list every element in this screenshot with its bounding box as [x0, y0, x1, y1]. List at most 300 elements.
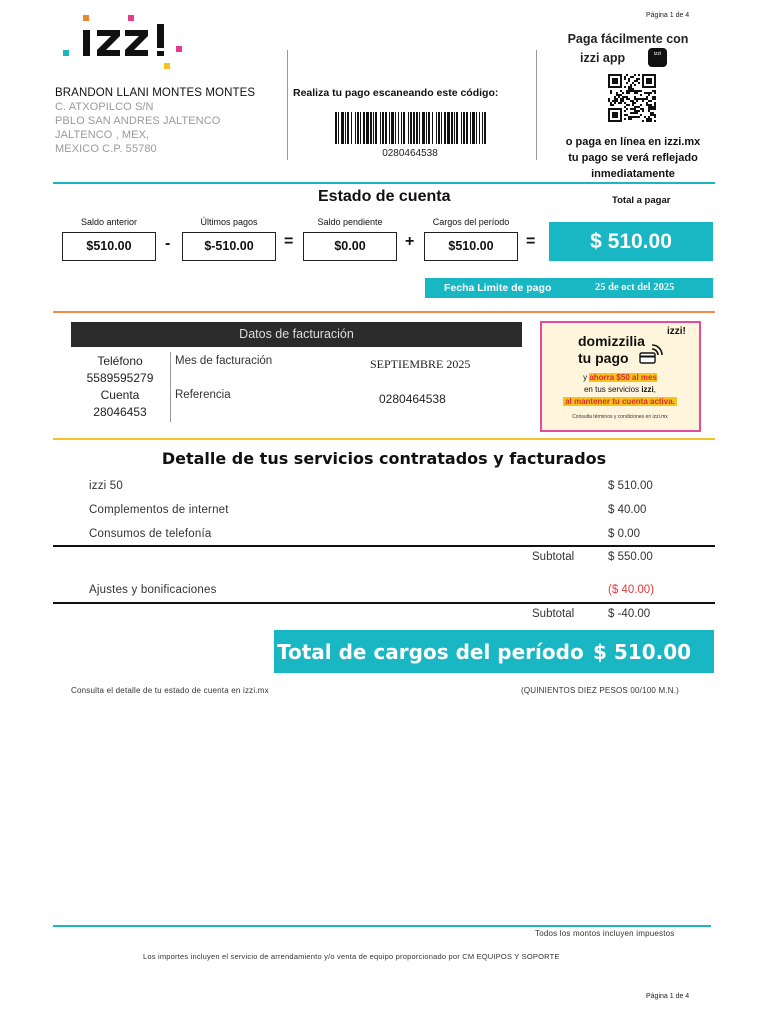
qr-module	[652, 90, 654, 92]
cuenta-value: 28046453	[93, 405, 147, 419]
qr-module	[634, 112, 636, 114]
qr-module	[630, 76, 632, 78]
qr-module	[650, 114, 652, 116]
qr-module	[640, 108, 642, 110]
ultimos-pagos-label: Últimos pagos	[200, 217, 258, 227]
qr-module	[622, 92, 624, 94]
cuenta-label: Cuenta	[100, 388, 140, 402]
service-row-amount-2: $ 40.00	[608, 504, 647, 516]
barcode-bar	[398, 112, 399, 144]
barcode-bar	[463, 112, 465, 144]
qr-module	[630, 90, 632, 92]
qr-module	[642, 98, 644, 100]
taxes-note: Todos los montos incluyen impuestos	[535, 929, 675, 938]
qr-module	[634, 92, 636, 94]
header-divider-left	[287, 50, 288, 160]
qr-module	[652, 114, 654, 116]
app-icon-text: izzi	[653, 51, 662, 57]
orange-rule	[53, 311, 715, 313]
barcode-bar	[428, 112, 430, 144]
promo-title-line1: domizzilia	[578, 333, 645, 349]
qr-module	[652, 96, 654, 98]
barcode-bar	[472, 112, 475, 144]
qr-module	[638, 110, 640, 112]
qr-module	[612, 104, 614, 106]
qr-module	[608, 98, 610, 100]
subtotal-label-1: Subtotal	[532, 551, 575, 563]
barcode-bar	[416, 112, 418, 144]
adjustments-label: Ajustes y bonificaciones	[89, 584, 217, 596]
promo-fine-print: Consulta términos y condiciones en izzi.mx	[572, 414, 668, 420]
service-row-amount-3: $ 0.00	[608, 528, 640, 540]
qr-module	[620, 98, 622, 100]
promo-savings-highlight: ahorra $50 al mes	[589, 373, 657, 382]
page-number-top: Página 1 de 4	[646, 12, 690, 19]
barcode-bar	[456, 112, 458, 144]
service-row-label-1: izzi 50	[89, 480, 123, 492]
referencia-label: Referencia	[175, 389, 231, 401]
qr-module	[650, 104, 652, 106]
plus-operator: +	[405, 233, 415, 250]
barcode-bar	[461, 112, 462, 144]
service-row-label-3: Consumos de telefonía	[89, 528, 212, 540]
barcode-bar	[408, 112, 409, 144]
qr-code	[608, 74, 656, 122]
service-row-label-2: Complementos de internet	[89, 504, 229, 516]
minus-operator: -	[165, 235, 171, 252]
qr-module	[642, 110, 644, 112]
qr-module	[632, 104, 634, 106]
period-total-bar	[274, 630, 714, 673]
qr-module	[628, 116, 630, 118]
qr-module	[620, 94, 622, 96]
qr-module	[646, 104, 648, 106]
barcode-bar	[482, 112, 483, 144]
promo-active-account-highlight: al mantener tu cuenta activa.	[565, 397, 675, 406]
qr-module	[654, 96, 656, 98]
qr-module	[634, 106, 636, 108]
qr-module	[626, 114, 628, 116]
cargos-periodo-label: Cargos del período	[432, 217, 510, 227]
qr-module	[616, 94, 618, 96]
barcode-bar	[438, 112, 440, 144]
qr-module	[650, 92, 652, 94]
promo-line-2c: ,	[653, 385, 657, 394]
qr-module	[650, 120, 652, 122]
barcode-bar	[479, 112, 480, 144]
billing-divider	[170, 352, 171, 422]
equals-operator-1: =	[284, 233, 294, 250]
qr-module	[636, 112, 638, 114]
saldo-anterior-label: Saldo anterior	[80, 217, 138, 227]
scan-instruction: Realiza tu pago escaneando este código:	[293, 87, 499, 99]
qr-module	[654, 116, 656, 118]
barcode-bar	[419, 112, 420, 144]
qr-module	[614, 96, 616, 98]
qr-module	[612, 100, 614, 102]
qr-module	[642, 108, 644, 110]
qr-module	[646, 120, 648, 122]
barcode-bar	[401, 112, 402, 144]
qr-module	[636, 80, 638, 82]
qr-module	[650, 106, 652, 108]
qr-module	[638, 90, 640, 92]
qr-module	[630, 84, 632, 86]
barcode-bar	[466, 112, 468, 144]
qr-module	[628, 92, 630, 94]
qr-module	[648, 94, 650, 96]
promo-line-1	[542, 373, 698, 382]
qr-module	[618, 96, 620, 98]
online-line-2: tu pago se verá reflejado	[568, 152, 698, 164]
qr-module	[626, 92, 628, 94]
qr-module	[654, 92, 656, 94]
qr-module	[632, 112, 634, 114]
barcode-bar	[357, 112, 359, 144]
qr-module	[646, 92, 648, 94]
saldo-pendiente-box: $0.00	[303, 232, 397, 261]
qr-module	[624, 78, 626, 80]
qr-module	[620, 102, 622, 104]
barcode-bar	[355, 112, 356, 144]
qr-module	[626, 82, 628, 84]
payment-barcode	[335, 112, 485, 144]
address-line-4: MEXICO C.P. 55780	[55, 143, 157, 155]
qr-module	[654, 98, 656, 100]
yellow-rule	[53, 438, 715, 440]
qr-module	[646, 102, 648, 104]
promo-line-2a: en tus servicios	[583, 385, 642, 394]
barcode-bar	[413, 112, 415, 144]
consult-detail-note: Consulta el detalle de tu estado de cuenta en izzi.mx	[71, 686, 269, 695]
barcode-bar	[447, 112, 450, 144]
qr-module	[652, 108, 654, 110]
ultimos-pagos-box: $-510.00	[182, 232, 276, 261]
qr-module	[636, 98, 638, 100]
qr-module	[648, 120, 650, 122]
qr-module	[634, 96, 636, 98]
qr-module	[634, 74, 636, 76]
qr-module	[624, 110, 626, 112]
qr-module	[622, 100, 624, 102]
barcode-bar	[470, 112, 471, 144]
qr-module	[638, 106, 640, 108]
qr-module	[634, 102, 636, 104]
qr-module	[654, 108, 656, 110]
barcode-bar	[370, 112, 372, 144]
qr-module	[628, 88, 630, 90]
amount-in-words: (QUINIENTOS DIEZ PESOS 00/100 M.N.)	[521, 686, 679, 695]
qr-module	[632, 108, 634, 110]
qr-module	[654, 104, 656, 106]
qr-module	[646, 78, 652, 84]
barcode-bar	[451, 112, 453, 144]
qr-module	[654, 90, 656, 92]
qr-module	[640, 104, 642, 106]
adjustments-value: ($ 40.00)	[608, 584, 655, 596]
qr-module	[630, 116, 632, 118]
qr-module	[622, 96, 624, 98]
due-date-value: 25 de oct del 2025	[595, 282, 675, 293]
izzi-logo	[62, 14, 192, 70]
qr-module	[644, 92, 646, 94]
qr-module	[648, 106, 650, 108]
period-total-label: Total de cargos del período	[277, 640, 584, 664]
barcode-bar	[345, 112, 346, 144]
qr-module	[648, 118, 650, 120]
barcode-bar	[351, 112, 352, 144]
qr-module	[624, 102, 626, 104]
qr-module	[632, 100, 634, 102]
teal-rule-top	[53, 182, 715, 184]
qr-module	[616, 100, 618, 102]
qr-module	[624, 86, 626, 88]
qr-module	[632, 82, 634, 84]
qr-module	[628, 86, 630, 88]
barcode-number: 0280464538	[382, 148, 438, 159]
qr-module	[640, 94, 642, 96]
qr-module	[650, 108, 652, 110]
qr-module	[652, 112, 654, 114]
cargos-periodo-box: $510.00	[424, 232, 518, 261]
qr-module	[644, 116, 646, 118]
qr-module	[634, 84, 636, 86]
qr-module	[650, 100, 652, 102]
qr-module	[626, 96, 628, 98]
billing-data-header: Datos de facturación	[71, 322, 522, 347]
qr-module	[610, 104, 612, 106]
qr-module	[630, 108, 632, 110]
qr-module	[654, 114, 656, 116]
qr-module	[632, 90, 634, 92]
qr-module	[636, 116, 638, 118]
barcode-bar	[395, 112, 396, 144]
barcode-bar	[375, 112, 377, 144]
qr-module	[616, 92, 618, 94]
qr-module	[610, 102, 612, 104]
qr-module	[648, 116, 650, 118]
qr-module	[608, 100, 610, 102]
total-to-pay-box: $ 510.00	[549, 222, 713, 261]
qr-module	[628, 98, 630, 100]
barcode-bar	[403, 112, 405, 144]
due-date-bar	[425, 278, 713, 298]
app-promo-line1: Paga fácilmente con	[567, 32, 689, 46]
promo-line-2b: izzi	[641, 385, 654, 394]
qr-module	[624, 118, 626, 120]
saldo-pendiente-label: Saldo pendiente	[317, 217, 383, 227]
qr-module	[630, 86, 632, 88]
qr-module	[640, 114, 642, 116]
qr-module	[622, 98, 624, 100]
barcode-bar	[436, 112, 437, 144]
barcode-bar	[444, 112, 446, 144]
qr-module	[642, 120, 644, 122]
qr-module	[632, 116, 634, 118]
qr-module	[644, 98, 646, 100]
barcode-bar	[366, 112, 369, 144]
equals-operator-2: =	[526, 233, 536, 250]
promo-line-2	[542, 385, 698, 394]
barcode-bar	[373, 112, 374, 144]
qr-module	[638, 74, 640, 76]
qr-module	[624, 76, 626, 78]
barcode-bar	[389, 112, 390, 144]
qr-module	[654, 106, 656, 108]
promo-title-line2: tu pago	[578, 350, 629, 366]
barcode-bar	[347, 112, 349, 144]
barcode-bar	[338, 112, 339, 144]
mes-facturacion-value: SEPTIEMBRE 2025	[370, 357, 471, 371]
qr-module	[638, 78, 640, 80]
promo-izzi-logo: izzi!	[667, 326, 686, 337]
barcode-bar	[476, 112, 477, 144]
address-line-3: JALTENCO , MEX,	[55, 129, 150, 141]
qr-module	[634, 90, 636, 92]
barcode-bar	[454, 112, 455, 144]
qr-module	[620, 100, 622, 102]
qr-module	[638, 116, 640, 118]
promo-line-1a: y	[583, 373, 590, 382]
qr-module	[620, 90, 622, 92]
online-line-1: o paga en línea en izzi.mx	[565, 136, 701, 148]
qr-module	[614, 102, 616, 104]
qr-module	[634, 80, 636, 82]
qr-module	[626, 108, 628, 110]
saldo-anterior-box: $510.00	[62, 232, 156, 261]
equipment-note: Los importes incluyen el servicio de arrendamiento y/o venta de equipo proporcionado por CM EQUIPOS Y SOPORTE	[143, 952, 560, 961]
qr-module	[650, 112, 652, 114]
qr-module	[628, 78, 630, 80]
qr-module	[648, 110, 650, 112]
barcode-bar	[380, 112, 381, 144]
estado-title: Estado de cuenta	[318, 188, 451, 205]
period-total-value: $ 510.00	[593, 640, 692, 664]
qr-module	[612, 78, 618, 84]
qr-module	[634, 98, 636, 100]
qr-module	[614, 100, 616, 102]
qr-module	[646, 96, 648, 98]
qr-module	[624, 114, 626, 116]
qr-module	[650, 118, 652, 120]
qr-module	[642, 100, 644, 102]
qr-module	[636, 78, 638, 80]
barcode-bar	[410, 112, 412, 144]
service-row-amount-1: $ 510.00	[608, 480, 653, 492]
qr-module	[610, 92, 612, 94]
qr-module	[634, 108, 636, 110]
telefono-label: Teléfono	[97, 354, 143, 368]
barcode-bar	[360, 112, 361, 144]
qr-module	[628, 90, 630, 92]
barcode-bar	[422, 112, 425, 144]
barcode-bar	[441, 112, 442, 144]
app-promo-line2: izzi app	[580, 51, 626, 65]
qr-module	[614, 98, 616, 100]
header-divider-right	[536, 50, 537, 160]
izzi-app-icon	[648, 48, 667, 67]
qr-module	[630, 112, 632, 114]
services-detail-title: Detalle de tus servicios contratados y facturados	[161, 449, 607, 468]
barcode-bar	[391, 112, 394, 144]
qr-module	[626, 98, 628, 100]
qr-module	[636, 90, 638, 92]
qr-module	[638, 98, 640, 100]
qr-module	[624, 96, 626, 98]
telefono-value: 5589595279	[86, 371, 154, 385]
qr-module	[624, 106, 626, 108]
qr-module	[646, 118, 648, 120]
qr-module	[648, 92, 650, 94]
qr-module	[654, 102, 656, 104]
qr-module	[610, 90, 612, 92]
qr-module	[648, 104, 650, 106]
address-line-2: PBLO SAN ANDRES JALTENCO	[55, 115, 221, 127]
qr-module	[648, 100, 650, 102]
qr-module	[632, 102, 634, 104]
qr-module	[626, 74, 628, 76]
subtotal-divider-1	[53, 545, 715, 547]
barcode-bar	[432, 112, 433, 144]
subtotal-value-1: $ 550.00	[608, 551, 653, 563]
qr-module	[640, 90, 642, 92]
mes-facturacion-label: Mes de facturación	[175, 355, 273, 367]
qr-module	[632, 88, 634, 90]
qr-module	[612, 112, 618, 118]
address-line-1: C. ATXOPILCO S/N	[55, 101, 154, 113]
online-payment-note	[548, 134, 718, 182]
barcode-bar	[382, 112, 384, 144]
qr-module	[634, 116, 636, 118]
qr-module	[634, 110, 636, 112]
qr-module	[630, 118, 632, 120]
qr-module	[616, 98, 618, 100]
barcode-bar	[335, 112, 337, 144]
qr-module	[628, 118, 630, 120]
total-to-pay-label: Total a pagar	[612, 195, 671, 206]
qr-module	[636, 100, 638, 102]
qr-module	[640, 98, 642, 100]
referencia-value: 0280464538	[379, 392, 446, 406]
subtotal-value-2: $ -40.00	[608, 608, 651, 620]
customer-name: BRANDON LLANI MONTES MONTES	[55, 87, 256, 99]
qr-module	[636, 106, 638, 108]
barcode-bar	[363, 112, 365, 144]
qr-module	[646, 98, 648, 100]
qr-module	[654, 120, 656, 122]
qr-module	[632, 76, 634, 78]
page-number-bottom: Página 1 de 4	[646, 993, 690, 1000]
promo-line-3	[542, 397, 698, 406]
teal-rule-bottom	[53, 925, 711, 927]
due-date-label: Fecha Limite de pago	[444, 282, 552, 294]
subtotal-divider-2	[53, 602, 715, 604]
qr-module	[636, 92, 638, 94]
qr-module	[636, 110, 638, 112]
domiciliation-promo-banner[interactable]	[540, 321, 701, 432]
qr-module	[628, 104, 630, 106]
qr-module	[626, 90, 628, 92]
barcode-bar	[484, 112, 486, 144]
qr-module	[638, 82, 640, 84]
online-line-3: inmediatamente	[591, 168, 675, 180]
subtotal-label-2: Subtotal	[532, 608, 575, 620]
qr-module	[626, 104, 628, 106]
barcode-bar	[385, 112, 387, 144]
qr-module	[628, 80, 630, 82]
qr-module	[630, 100, 632, 102]
qr-module	[618, 102, 620, 104]
